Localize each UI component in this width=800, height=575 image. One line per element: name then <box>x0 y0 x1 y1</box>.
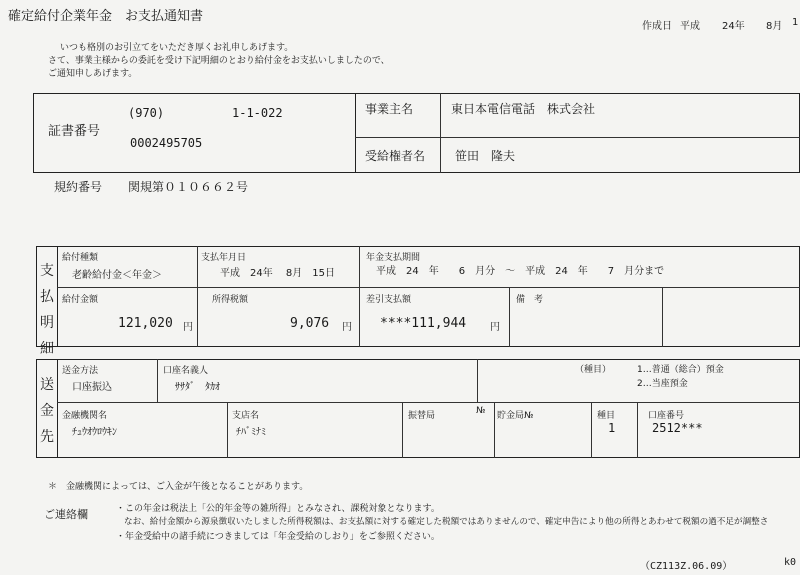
creation-date-day: 1 <box>792 17 799 28</box>
account-number-value: 2512*** <box>652 421 703 435</box>
contact-note-line-2: なお、給付金額から源泉徴収いたしました所得税額は、お支払額に対する確定した税額ではありませんので、確定申告により他の所得とあわせて税額の過不足が調整さ <box>124 517 769 527</box>
remittance-method-value: 口座振込 <box>72 382 112 393</box>
intro-line-1: いつも格別のお引立てをいただき厚くお礼申しあげます。 <box>60 43 294 53</box>
certificate-number-branch: 1-1-022 <box>232 106 283 120</box>
remittance-col-divider-4 <box>402 402 403 458</box>
bank-name-label: 金融機関名 <box>62 411 108 421</box>
rule-number-value: 関規第０１０６６２号 <box>128 180 249 194</box>
account-kind-label: （種目） <box>575 365 612 375</box>
remittance-col-divider-1 <box>157 359 158 402</box>
creation-date-label: 作成日 <box>642 21 672 32</box>
remarks-label: 備 考 <box>516 295 544 305</box>
account-number-label: 口座番号 <box>648 411 685 421</box>
net-payment-label: 差引支払額 <box>366 295 412 305</box>
benefit-amount-label: 給付金額 <box>62 295 99 305</box>
bank-name-value: ﾁｭｳｵｳﾛｳｷﾝ <box>72 427 117 438</box>
remittance-col-divider-2 <box>477 359 478 402</box>
payment-side-divider <box>57 246 58 347</box>
payment-col-divider-2 <box>359 246 360 347</box>
certificate-number-label: 証書番号 <box>48 124 101 139</box>
form-code-suffix: k0 <box>784 557 797 568</box>
intro-line-3: ご通知申しあげます。 <box>48 69 138 79</box>
account-holder-label: 口座名義人 <box>163 366 209 376</box>
account-type-label: 種目 <box>597 411 616 421</box>
account-kind-option-1: 1…普通（総合）預金 <box>637 365 724 375</box>
certificate-row-divider <box>355 137 800 138</box>
remittance-side-divider <box>57 359 58 458</box>
remittance-col-divider-3 <box>227 402 228 458</box>
creation-date-year: 24年 <box>722 21 745 32</box>
benefit-type-label: 給付種類 <box>62 253 99 263</box>
certificate-divider <box>355 93 356 173</box>
benefit-type-value: 老齢給付金＜年金＞ <box>72 270 162 281</box>
income-tax-value: 9,076 <box>290 316 330 331</box>
pension-period-value: 平成 24 年 6 月分 ～ 平成 24 年 7 月分まで <box>376 266 665 277</box>
contact-note-line-3: ・年金受給中の諸手続につきましては「年金受給のしおり」をご参照ください。 <box>116 532 440 542</box>
net-payment-value: ****111,944 <box>380 316 467 331</box>
intro-line-2: さて、事業主様からの委託を受け下記明細のとおり給付金をお支払いしましたので、 <box>48 56 390 66</box>
pay-date-label: 支払年月日 <box>201 253 247 263</box>
document-title: 確定給付企業年金 お支払通知書 <box>8 9 204 24</box>
payment-side-label: 支払明細 <box>40 263 54 357</box>
benefit-amount-yen: 円 <box>183 322 193 333</box>
remittance-col-divider-7 <box>637 402 638 458</box>
recipient-label: 受給権者名 <box>365 149 426 163</box>
account-holder-value: ｻｻﾀﾞ ﾀｶｵ <box>175 382 220 393</box>
certificate-label-divider <box>440 93 441 173</box>
remittance-side-label: 送金先 <box>40 377 54 445</box>
payment-col-divider-4 <box>662 287 663 347</box>
income-tax-yen: 円 <box>342 322 352 333</box>
branch-name-value: ﾁﾊﾞﾐﾅﾐ <box>236 427 266 438</box>
account-type-value: 1 <box>608 421 616 435</box>
certificate-number-prefix: (970) <box>128 106 165 120</box>
employer-value: 東日本電信電話 株式会社 <box>451 102 596 116</box>
creation-date-month: 8月 <box>766 21 783 32</box>
payment-row-divider <box>57 287 800 288</box>
employer-label: 事業主名 <box>365 102 414 116</box>
income-tax-label: 所得税額 <box>212 295 249 305</box>
payment-col-divider-1 <box>197 246 198 347</box>
branch-name-label: 支店名 <box>232 411 260 421</box>
creation-date-era: 平成 <box>680 21 700 32</box>
transfer-office-label: 振替局 <box>408 411 436 421</box>
remittance-col-divider-6 <box>591 402 592 458</box>
account-kind-option-2: 2…当座預金 <box>637 379 688 389</box>
payment-col-divider-3 <box>509 287 510 347</box>
postal-office-label: 貯金局№ <box>497 411 534 421</box>
remittance-col-divider-5 <box>494 402 495 458</box>
benefit-amount-value: 121,020 <box>118 316 173 331</box>
pension-period-label: 年金支払期間 <box>366 253 421 263</box>
deposit-timing-note: ＊ 金融機関によっては、ご入金が午後となることがあります。 <box>48 482 309 492</box>
rule-number-label: 規約番号 <box>54 180 103 194</box>
pay-date-value: 平成 24年 8月 15日 <box>220 268 335 279</box>
remittance-row-divider <box>57 402 800 403</box>
remittance-method-label: 送金方法 <box>62 366 99 376</box>
form-code: （CZ113Z.06.09） <box>640 561 733 572</box>
contact-section-label: ご連絡欄 <box>44 508 88 521</box>
net-payment-yen: 円 <box>490 322 500 333</box>
certificate-number-value: 0002495705 <box>130 136 203 150</box>
transfer-number-label: № <box>476 406 486 416</box>
recipient-value: 笹田 隆夫 <box>455 149 516 163</box>
contact-note-line-1: ・この年金は税法上「公的年金等の雑所得」とみなされ、課税対象となります。 <box>116 504 440 514</box>
